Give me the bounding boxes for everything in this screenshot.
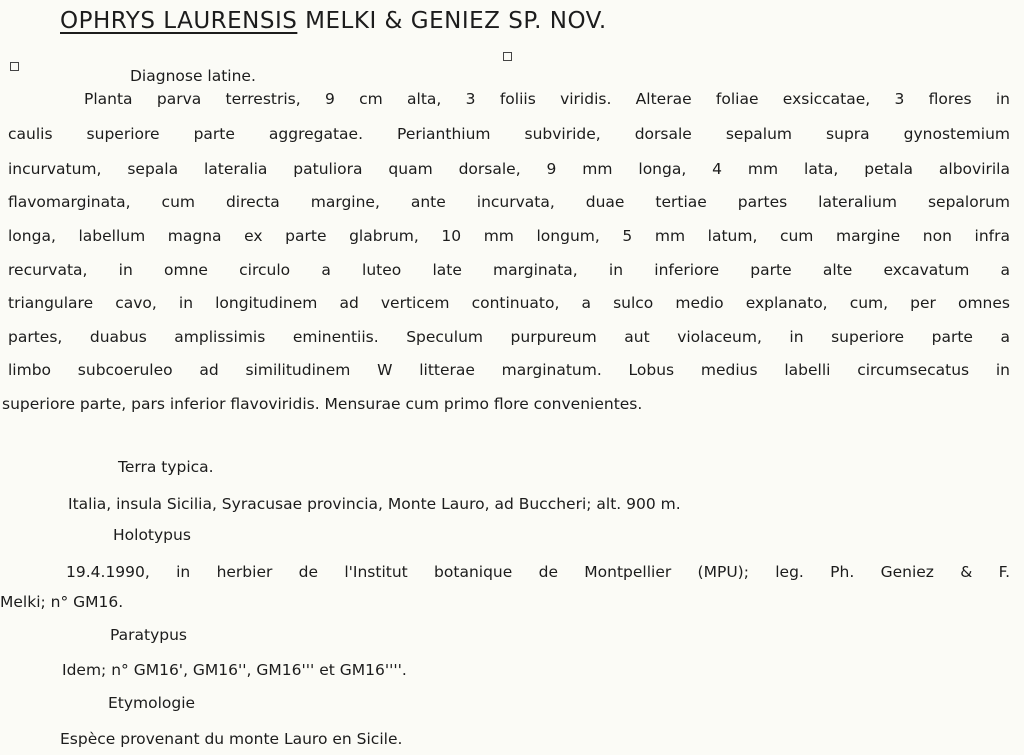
holotypus-line: Melki; n° GM16. xyxy=(0,593,124,611)
diagnose-line: longa, labellum magna ex parte glabrum, 10 mm longum, 5 mm latum, cum margine non infra xyxy=(8,227,1010,245)
terra-typica-heading: Terra typica. xyxy=(118,458,214,476)
terra-typica-text: Italia, insula Sicilia, Syracusae provincia, Monte Lauro, ad Buccheri; alt. 900 m. xyxy=(68,495,681,513)
diagnose-line: limbo subcoeruleo ad similitudinem W litterae marginatum. Lobus medius labelli circumsecatus in xyxy=(8,361,1010,379)
etymologie-text: Espèce provenant du monte Lauro en Sicile. xyxy=(60,730,403,748)
checkbox-marker-left xyxy=(10,62,19,71)
diagnose-line: Planta parva terrestris, 9 cm alta, 3 foliis viridis. Alterae foliae exsiccatae, 3 flores in xyxy=(84,90,1010,108)
paratypus-text: Idem; n° GM16', GM16'', GM16''' et GM16''''. xyxy=(62,661,407,679)
diagnose-line: superiore parte, pars inferior flavoviridis. Mensurae cum primo flore convenientes. xyxy=(2,395,643,413)
paratypus-heading: Paratypus xyxy=(110,626,188,644)
holotypus-heading: Holotypus xyxy=(113,526,191,544)
diagnose-line: flavomarginata, cum directa margine, ante incurvata, duae tertiae partes lateralium sepalorum xyxy=(8,193,1010,211)
diagnose-line: recurvata, in omne circulo a luteo late marginata, in inferiore parte alte excavatum a xyxy=(8,261,1010,279)
diagnose-line: partes, duabus amplissimis eminentiis. Speculum purpureum aut violaceum, in superiore parte a xyxy=(8,328,1010,346)
diagnose-heading: Diagnose latine. xyxy=(130,67,256,85)
diagnose-line: caulis superiore parte aggregatae. Perianthium subviride, dorsale sepalum supra gynostemium xyxy=(8,125,1010,143)
diagnose-line: triangulare cavo, in longitudinem ad verticem continuato, a sulco medio explanato, cum, per omnes xyxy=(8,294,1010,312)
holotypus-line: 19.4.1990, in herbier de l'Institut botanique de Montpellier (MPU); leg. Ph. Geniez & F. xyxy=(66,563,1010,581)
diagnose-line: incurvatum, sepala lateralia patuliora quam dorsale, 9 mm longa, 4 mm lata, petala albovirila xyxy=(8,160,1010,178)
etymologie-heading: Etymologie xyxy=(108,694,196,712)
species-authors: MELKI & GENIEZ SP. NOV. xyxy=(297,8,607,34)
species-title xyxy=(60,8,607,34)
checkbox-marker-top xyxy=(503,52,512,61)
species-name: OPHRYS LAURENSIS xyxy=(60,8,298,34)
